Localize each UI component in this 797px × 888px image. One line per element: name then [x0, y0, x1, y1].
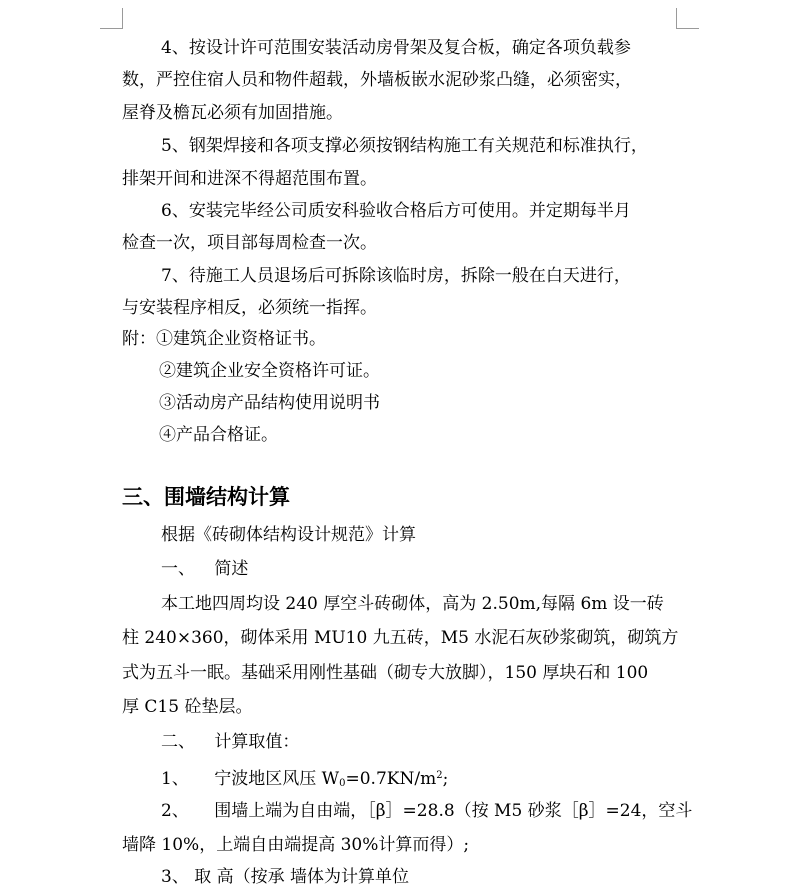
para-5-line-2: 排架开间和进深不得超范围布置。: [122, 169, 377, 189]
wind-pressure-text: [214, 769, 448, 789]
calc-item-2-number: 2、: [161, 801, 189, 821]
subsection-2-label: 二、: [161, 732, 195, 752]
para-4-line-3: 屋脊及檐瓦必须有加固措施。: [122, 103, 343, 123]
calc-item-1-number: 1、: [161, 769, 189, 789]
subsection-2-heading: [161, 731, 299, 753]
margin-corner-mark-left: [100, 8, 123, 29]
para-6-line-1: 6、安装完毕经公司质安科验收合格后方可使用。并定期每半月: [161, 201, 631, 221]
subsection-1-heading: [161, 558, 248, 580]
subsection-1-label: 一、: [161, 559, 195, 579]
wind-pressure-value: =0.7KN/m: [345, 769, 437, 789]
calc-item-2-text: 围墙上端为自由端，［β］=28.8（按 M5 砂浆［β］=24，空斗: [214, 801, 693, 821]
para-5-line-1: 5、钢架焊接和各项支撑必须按钢结构施工有关规范和标准执行，: [161, 136, 648, 156]
attachment-item-4: ④产品合格证。: [159, 425, 278, 445]
wind-pressure-subscript: 0: [339, 778, 346, 789]
summary-line-2: 柱 240×360，砌体采用 MU10 九五砖，M5 水泥石灰砂浆砌筑，砌筑方: [122, 628, 679, 648]
section-3-basis: 根据《砖砌体结构设计规范》计算: [161, 525, 416, 545]
wind-pressure-label: 宁波地区风压 W: [214, 769, 340, 789]
subsection-1-title: 简述: [214, 559, 249, 579]
margin-corner-mark-right: [676, 8, 699, 29]
attachment-item-1: ①建筑企业资格证书。: [156, 329, 326, 349]
para-6-line-2: 检查一次，项目部每周检查一次。: [122, 233, 377, 253]
calc-item-1: [161, 765, 448, 795]
wind-pressure-superscript: 2: [436, 770, 443, 781]
para-7-line-2: 与安装程序相反，必须统一指挥。: [122, 298, 377, 318]
summary-line-3: 式为五斗一眠。基础采用刚性基础（砌专大放脚），150 厚块石和 100: [122, 663, 649, 683]
section-3-heading: 三、围墙结构计算: [122, 485, 290, 509]
attachment-item-2: ②建筑企业安全资格许可证。: [159, 361, 380, 381]
summary-line-1: 本工地四周均设 240 厚空斗砖砌体，高为 2.50m,每隔 6m 设一砖: [161, 594, 664, 614]
attachments-line-1: [122, 328, 326, 350]
para-4-line-2: 数，严控住宿人员和物件超载，外墙板嵌水泥砂浆凸缝，必须密实，: [122, 70, 632, 90]
para-4-line-1: 4、按设计许可范围安装活动房骨架及复合板，确定各项负载参: [161, 38, 631, 58]
calc-item-2-line-1: [161, 800, 692, 822]
subsection-2-title: 计算取值：: [214, 732, 300, 752]
attachments-prefix: 附：: [122, 329, 156, 349]
summary-line-4: 厚 C15 砼垫层。: [122, 697, 253, 717]
attachment-item-3: ③活动房产品结构使用说明书: [159, 393, 380, 413]
calc-item-3-partial: 3、 取 高（按承 墙体为计算单位: [161, 867, 410, 887]
calc-item-2-line-2: 墙降 10%，上端自由端提高 30%计算而得）;: [122, 835, 470, 855]
para-7-line-1: 7、待施工人员退场后可拆除该临时房，拆除一般在白天进行，: [161, 266, 631, 286]
wind-pressure-end: ;: [442, 769, 449, 789]
